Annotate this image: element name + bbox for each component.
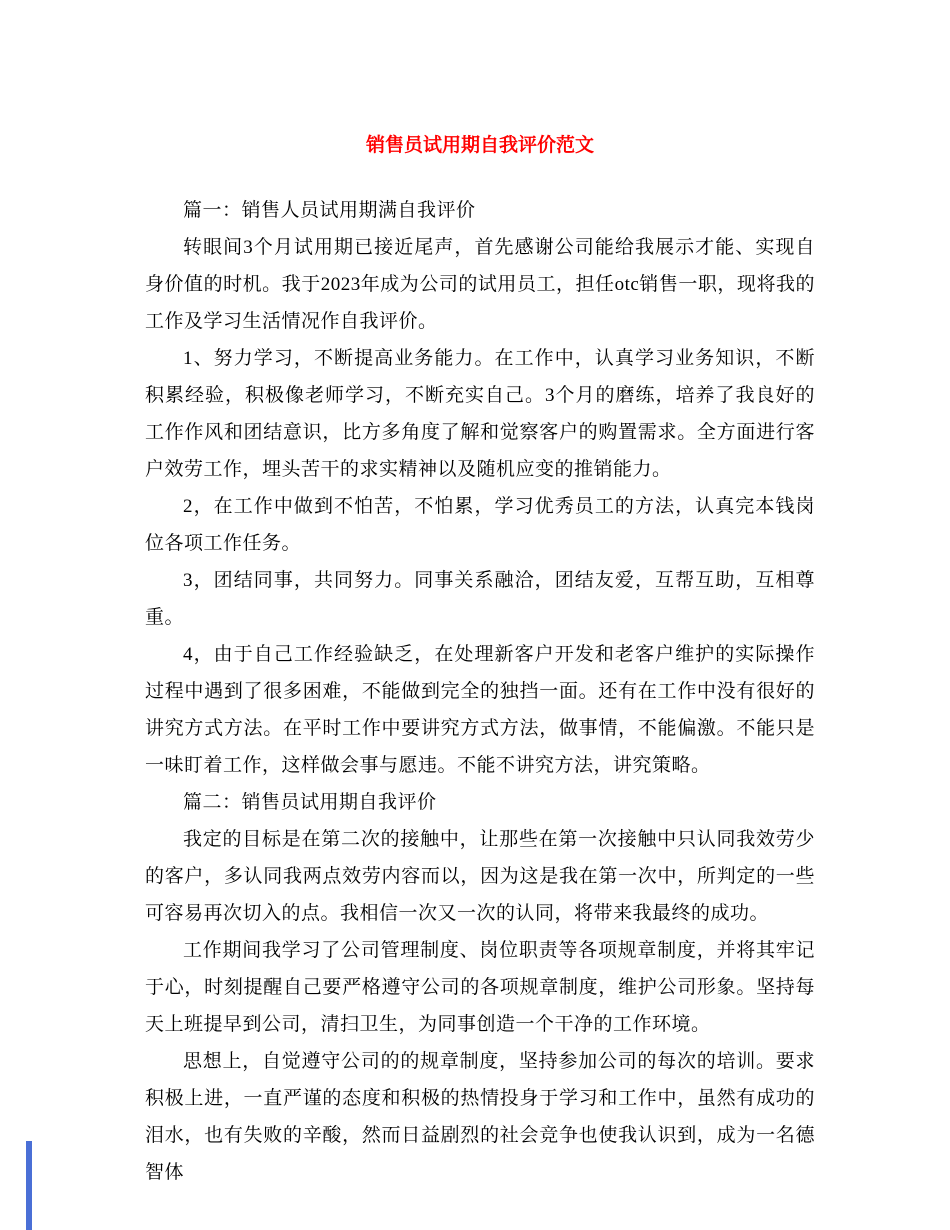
paragraph: 思想上，自觉遵守公司的的规章制度，坚持参加公司的每次的培训。要求积极上进，一直严谨的态度和积极的热情投身于学习和工作中，虽然有成功的泪水，也有失败的辛酸，然而日益剧烈的社会竞争也使我认识到，成为一名德智体 [145, 1051, 815, 1183]
left-edge-accent-bar [26, 1141, 32, 1230]
paragraph: 我定的目标是在第二次的接触中，让那些在第一次接触中只认同我效劳少的客户，多认同我两点效劳内容而以，因为这是我在第一次中，所判定的一些可容易再次切入的点。我相信一次又一次的认同，将带来我最终的成功。 [145, 829, 815, 924]
paragraph: 4，由于自己工作经验缺乏，在处理新客户开发和老客户维护的实际操作过程中遇到了很多困难，不能做到完全的独挡一面。还有在工作中没有很好的讲究方式方法。在平时工作中要讲究方式方法，做事情，不能偏激。不能只是一味盯着工作，这样做会事与愿违。不能不讲究方法，讲究策略。 [145, 644, 815, 776]
document-content [145, 127, 815, 1191]
document-title: 销售员试用期自我评价范文 [365, 135, 594, 156]
paragraph: 1、努力学习，不断提高业务能力。在工作中，认真学习业务知识，不断积累经验，积极像老师学习，不断充实自己。3个月的磨练，培养了我良好的工作作风和团结意识，比方多角度了解和觉察客户的购置需求。全方面进行客户效劳工作，埋头苦干的求实精神以及随机应变的推销能力。 [145, 348, 815, 480]
paragraph: 篇二：销售员试用期自我评价 [183, 792, 437, 813]
paragraph: 篇一：销售人员试用期满自我评价 [183, 200, 476, 221]
paragraph: 转眼间3个月试用期已接近尾声，首先感谢公司能给我展示才能、实现自身价值的时机。我于2023年成为公司的试用员工，担任otc销售一职，现将我的工作及学习生活情况作自我评价。 [145, 237, 815, 332]
paragraph: 2，在工作中做到不怕苦，不怕累，学习优秀员工的方法，认真完本钱岗位各项工作任务。 [145, 496, 815, 554]
paragraph: 3，团结同事，共同努力。同事关系融洽，团结友爱，互帮互助，互相尊重。 [145, 570, 815, 628]
paragraph: 工作期间我学习了公司管理制度、岗位职责等各项规章制度，并将其牢记于心，时刻提醒自己要严格遵守公司的各项规章制度，维护公司形象。坚持每天上班提早到公司，清扫卫生，为同事创造一个干净的工作环境。 [145, 940, 815, 1035]
